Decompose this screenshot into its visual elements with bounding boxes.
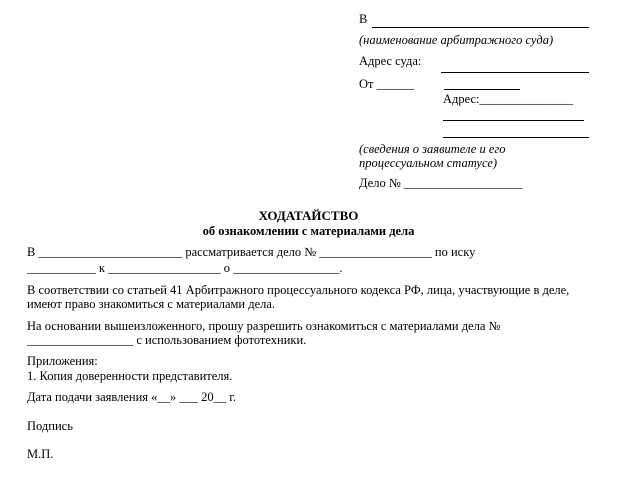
applicant-address-blank-3: [443, 137, 589, 138]
from-label: От ______: [359, 77, 415, 91]
paragraph-3-line-1: На основании вышеизложенного, прошу разрешить ознакомиться с материалами дела №: [27, 319, 501, 333]
from-name-blank: [444, 89, 520, 90]
applicant-caption-2: процессуальном статусе): [359, 156, 498, 170]
attachment-item-1: 1. Копия доверенности представителя.: [27, 369, 233, 383]
paragraph-1-line-2: ___________ к __________________ о _________________.: [27, 261, 343, 275]
paragraph-1-line-1: В _______________________ рассматривается дело № __________________ по иску: [27, 245, 476, 259]
applicant-caption-1: (сведения о заявителе и его: [359, 142, 506, 156]
court-address-label: Адрес суда:: [359, 54, 422, 68]
court-address-blank: [441, 72, 589, 73]
attachments-label: Приложения:: [27, 354, 98, 368]
document-subtitle: об ознакомлении с материалами дела: [202, 224, 415, 238]
filing-date-label: Дата подачи заявления «__» ___ 20__ г.: [27, 390, 237, 404]
paragraph-2-line-1: В соответствии со статьей 41 Арбитражного процессуального кодекса РФ, лица, участвующие в деле,: [27, 283, 570, 297]
paragraph-3-line-2: _________________ с использованием фототехники.: [27, 333, 307, 347]
court-name-caption: (наименование арбитражного суда): [359, 33, 554, 47]
case-number-label: Дело № ___________________: [359, 176, 523, 190]
signature-label: Подпись: [27, 419, 73, 433]
court-name-blank: [372, 27, 589, 28]
document-title: ХОДАТАЙСТВО: [258, 208, 359, 223]
stamp-label: М.П.: [27, 447, 54, 461]
to-prefix: В: [359, 12, 368, 26]
paragraph-2-line-2: имеют право знакомиться с материалами дела.: [27, 297, 276, 311]
applicant-address-label: Адрес:_______________: [443, 92, 574, 106]
applicant-address-blank-2: [443, 120, 584, 121]
